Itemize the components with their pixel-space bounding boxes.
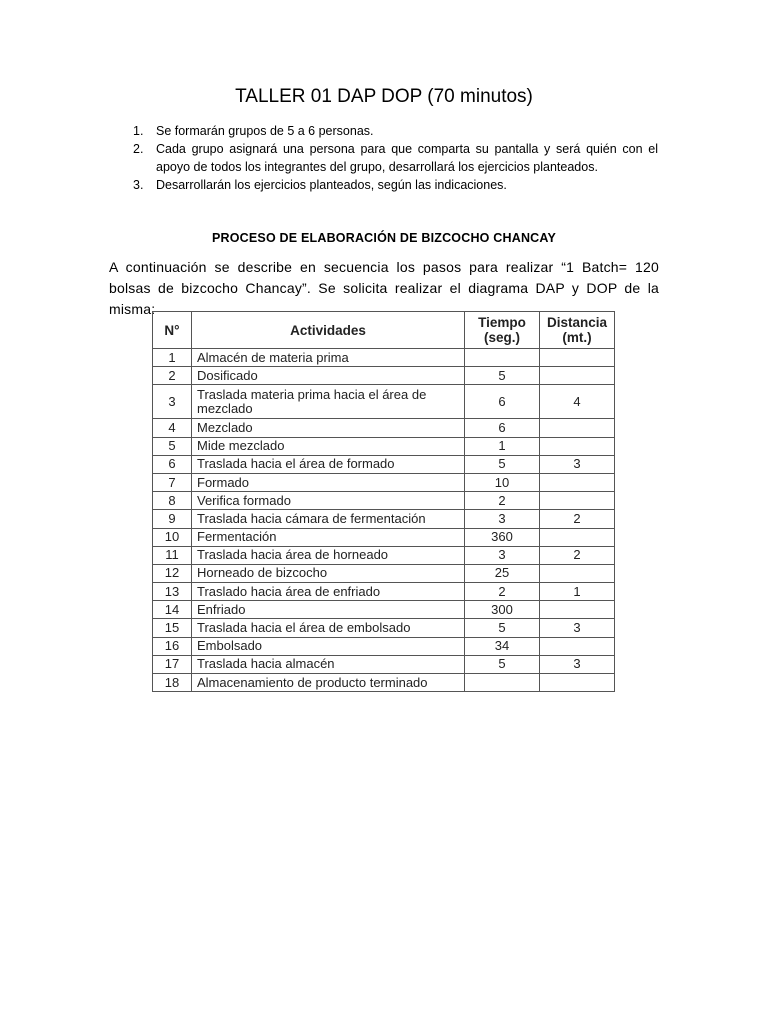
page-title: TALLER 01 DAP DOP (70 minutos) [235,86,533,107]
instruction-number: 1. [133,124,144,138]
row-distance-cell [540,674,615,692]
table-row [153,637,615,655]
row-activity-cell: Formado [192,473,465,491]
table-row [153,655,615,673]
row-activity-cell: Mide mezclado [192,437,465,455]
section-title: PROCESO DE ELABORACIÓN DE BIZCOCHO CHANCAY [211,231,557,245]
instruction-text: Cada grupo asignará una persona para que comparta su pantalla y será quién con el apoyo de todos los integrantes del grupo, desarrollará los ejercicios planteados. [156,142,658,174]
row-time-cell: 5 [465,367,540,385]
row-distance-cell: 2 [540,546,615,564]
row-time-cell: 5 [465,619,540,637]
row-time-cell: 2 [465,583,540,601]
row-time-cell: 1 [465,437,540,455]
row-distance-cell [540,492,615,510]
table-row [153,564,615,582]
row-activity-cell: Traslada hacia almacén [192,655,465,673]
row-distance-cell: 3 [540,455,615,473]
table-body [153,349,615,692]
row-activity-cell: Traslada materia prima hacia el área de mezclado [192,385,465,419]
row-time-cell: 2 [465,492,540,510]
row-distance-cell [540,637,615,655]
table-row [153,583,615,601]
table-row [153,674,615,692]
row-number-cell: 15 [153,619,192,637]
table-row [153,619,615,637]
row-number-cell: 10 [153,528,192,546]
table-row [153,528,615,546]
header-number: N° [153,312,192,349]
instruction-text: Desarrollarán los ejercicios planteados, según las indicaciones. [156,178,507,192]
row-distance-cell [540,437,615,455]
row-distance-cell [540,473,615,491]
row-distance-cell [540,528,615,546]
row-time-cell: 3 [465,510,540,528]
row-activity-cell: Almacén de materia prima [192,349,465,367]
row-number-cell: 3 [153,385,192,419]
row-time-cell: 5 [465,455,540,473]
row-time-cell: 6 [465,419,540,437]
row-distance-cell [540,367,615,385]
table-row [153,437,615,455]
row-number-cell: 18 [153,674,192,692]
instruction-text: Se formarán grupos de 5 a 6 personas. [156,124,374,138]
row-number-cell: 14 [153,601,192,619]
row-number-cell: 7 [153,473,192,491]
table-row [153,419,615,437]
row-time-cell [465,674,540,692]
row-activity-cell: Traslada hacia área de horneado [192,546,465,564]
row-distance-cell [540,419,615,437]
row-distance-cell [540,601,615,619]
row-time-cell: 5 [465,655,540,673]
table-row [153,385,615,419]
table-row [153,455,615,473]
row-activity-cell: Traslada hacia el área de embolsado [192,619,465,637]
row-number-cell: 6 [153,455,192,473]
row-time-cell: 360 [465,528,540,546]
instruction-item [130,176,658,194]
row-distance-cell: 1 [540,583,615,601]
row-activity-cell: Mezclado [192,419,465,437]
row-activity-cell: Traslada hacia cámara de fermentación [192,510,465,528]
row-distance-cell: 3 [540,655,615,673]
row-activity-cell: Traslado hacia área de enfriado [192,583,465,601]
row-activity-cell: Traslada hacia el área de formado [192,455,465,473]
row-distance-cell: 2 [540,510,615,528]
row-number-cell: 2 [153,367,192,385]
header-distance: Distancia (mt.) [540,312,615,349]
row-number-cell: 4 [153,419,192,437]
row-number-cell: 16 [153,637,192,655]
instruction-number: 3. [133,178,144,192]
instructions-list [130,122,658,194]
table-row [153,349,615,367]
row-time-cell: 300 [465,601,540,619]
activities-table [152,311,615,692]
table-row [153,473,615,491]
row-activity-cell: Fermentación [192,528,465,546]
row-number-cell: 8 [153,492,192,510]
row-distance-cell [540,564,615,582]
row-distance-cell: 3 [540,619,615,637]
row-activity-cell: Embolsado [192,637,465,655]
row-time-cell: 10 [465,473,540,491]
row-activity-cell: Almacenamiento de producto terminado [192,674,465,692]
table-row [153,367,615,385]
instruction-number: 2. [133,142,144,156]
table-row [153,601,615,619]
row-activity-cell: Verifica formado [192,492,465,510]
row-number-cell: 11 [153,546,192,564]
row-number-cell: 5 [153,437,192,455]
row-distance-cell: 4 [540,385,615,419]
row-number-cell: 1 [153,349,192,367]
table-row [153,510,615,528]
row-activity-cell: Dosificado [192,367,465,385]
row-time-cell: 6 [465,385,540,419]
row-activity-cell: Horneado de bizcocho [192,564,465,582]
row-number-cell: 17 [153,655,192,673]
header-activity: Actividades [192,312,465,349]
table-row [153,546,615,564]
row-distance-cell [540,349,615,367]
table-header-row [153,312,615,349]
row-time-cell: 3 [465,546,540,564]
intro-paragraph: A continuación se describe en secuencia los pasos para realizar “1 Batch= 120 bolsas de bizcocho Chancay”. Se solicita realizar el diagrama DAP y DOP de la misma: [109,259,659,317]
row-time-cell [465,349,540,367]
row-time-cell: 25 [465,564,540,582]
row-number-cell: 13 [153,583,192,601]
row-activity-cell: Enfriado [192,601,465,619]
instruction-item [130,122,658,140]
header-time: Tiempo (seg.) [465,312,540,349]
row-number-cell: 12 [153,564,192,582]
table-row [153,492,615,510]
row-time-cell: 34 [465,637,540,655]
row-number-cell: 9 [153,510,192,528]
instruction-item [130,140,658,176]
